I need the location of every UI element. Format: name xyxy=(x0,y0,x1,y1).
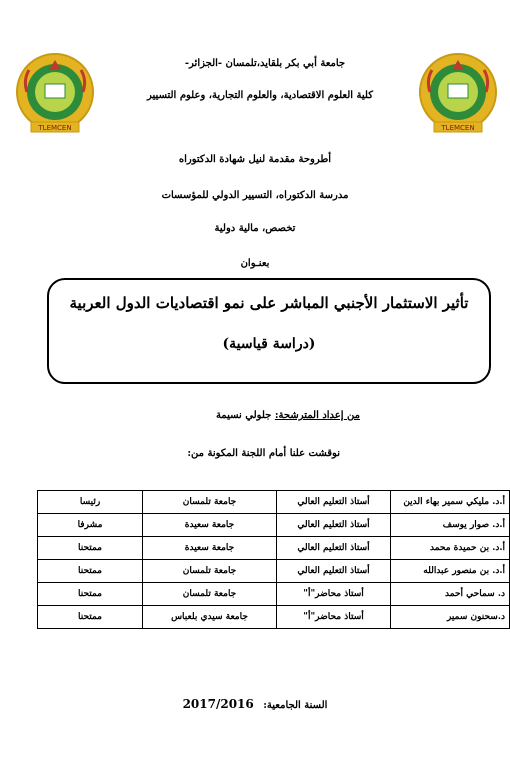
university-logo-right xyxy=(418,40,498,140)
logo-book xyxy=(448,84,468,98)
academic-year-label: السنة الجامعية: xyxy=(263,700,328,711)
jury-role: مشرفا xyxy=(38,514,143,537)
academic-year-value: 2017/2016 xyxy=(182,697,254,711)
specialty-line: تخصص، مالية دولية xyxy=(214,223,296,234)
jury-rank: أستاذ التعليم العالي xyxy=(277,537,391,560)
jury-name: د. سماحي أحمد xyxy=(391,583,510,606)
faculty-name: كلية العلوم الاقتصادية، والعلوم التجارية، وعلوم التسيير xyxy=(147,90,373,101)
jury-rank: أستاذ محاضر"أ" xyxy=(277,606,391,629)
jury-table xyxy=(37,490,510,629)
entitled-label: بعنـوان xyxy=(240,258,270,269)
thesis-subtitle: (دراسة قياسية) xyxy=(222,336,316,352)
thesis-title: تأثير الاستثمار الأجنبي المباشر على نمو اقتصاديات الدول العربية xyxy=(69,294,469,312)
logo-city-text: TLEMCEN xyxy=(441,124,475,132)
jury-university: جامعة سعيدة xyxy=(143,537,277,560)
academic-year xyxy=(0,697,510,711)
jury-rank: أستاذ التعليم العالي xyxy=(277,514,391,537)
table-row xyxy=(38,560,510,583)
jury-role: رئيسا xyxy=(38,491,143,514)
candidate-label: من إعداد المترشحة: xyxy=(274,410,360,421)
table-row xyxy=(38,583,510,606)
jury-name: أ.د. بن منصور عبدالله xyxy=(391,560,510,583)
jury-university: جامعة تلمسان xyxy=(143,491,277,514)
jury-role: ممتحنا xyxy=(38,606,143,629)
jury-university: جامعة تلمسان xyxy=(143,583,277,606)
jury-rank: أستاذ محاضر"أ" xyxy=(277,583,391,606)
jury-rank: أستاذ التعليم العالي xyxy=(277,491,391,514)
doctoral-school-line: مدرسة الدكتوراه، التسيير الدولي للمؤسسات xyxy=(161,190,349,201)
jury-rank: أستاذ التعليم العالي xyxy=(277,560,391,583)
table-row xyxy=(38,514,510,537)
university-name: جامعة أبي بكر بلقايد،تلمسان -الجزائر- xyxy=(184,58,346,69)
logo-book xyxy=(45,84,65,98)
candidate-line xyxy=(216,410,360,421)
table-row xyxy=(38,491,510,514)
thesis-line: أطروحة مقدمة لنيل شهادة الدكتوراه xyxy=(178,154,332,165)
jury-role: ممتحنا xyxy=(38,560,143,583)
jury-university: جامعة سيدي بلعباس xyxy=(143,606,277,629)
table-row xyxy=(38,606,510,629)
jury-name: أ.د. صوار يوسف xyxy=(391,514,510,537)
candidate-name: جلولي نسيمة xyxy=(215,410,272,421)
committee-label: نوقشت علنا أمام اللجنة المكونة من: xyxy=(187,448,340,459)
logo-city-text: TLEMCEN xyxy=(38,124,72,132)
jury-name: أ.د. مليكي سمير بهاء الدين xyxy=(391,491,510,514)
jury-role: ممتحنا xyxy=(38,537,143,560)
jury-university: جامعة تلمسان xyxy=(143,560,277,583)
title-box xyxy=(47,278,491,384)
jury-role: ممتحنا xyxy=(38,583,143,606)
jury-name: د.سحنون سمير xyxy=(391,606,510,629)
university-logo-left xyxy=(15,40,95,140)
jury-university: جامعة سعيدة xyxy=(143,514,277,537)
jury-name: أ.د. بن حميدة محمد xyxy=(391,537,510,560)
table-row xyxy=(38,537,510,560)
